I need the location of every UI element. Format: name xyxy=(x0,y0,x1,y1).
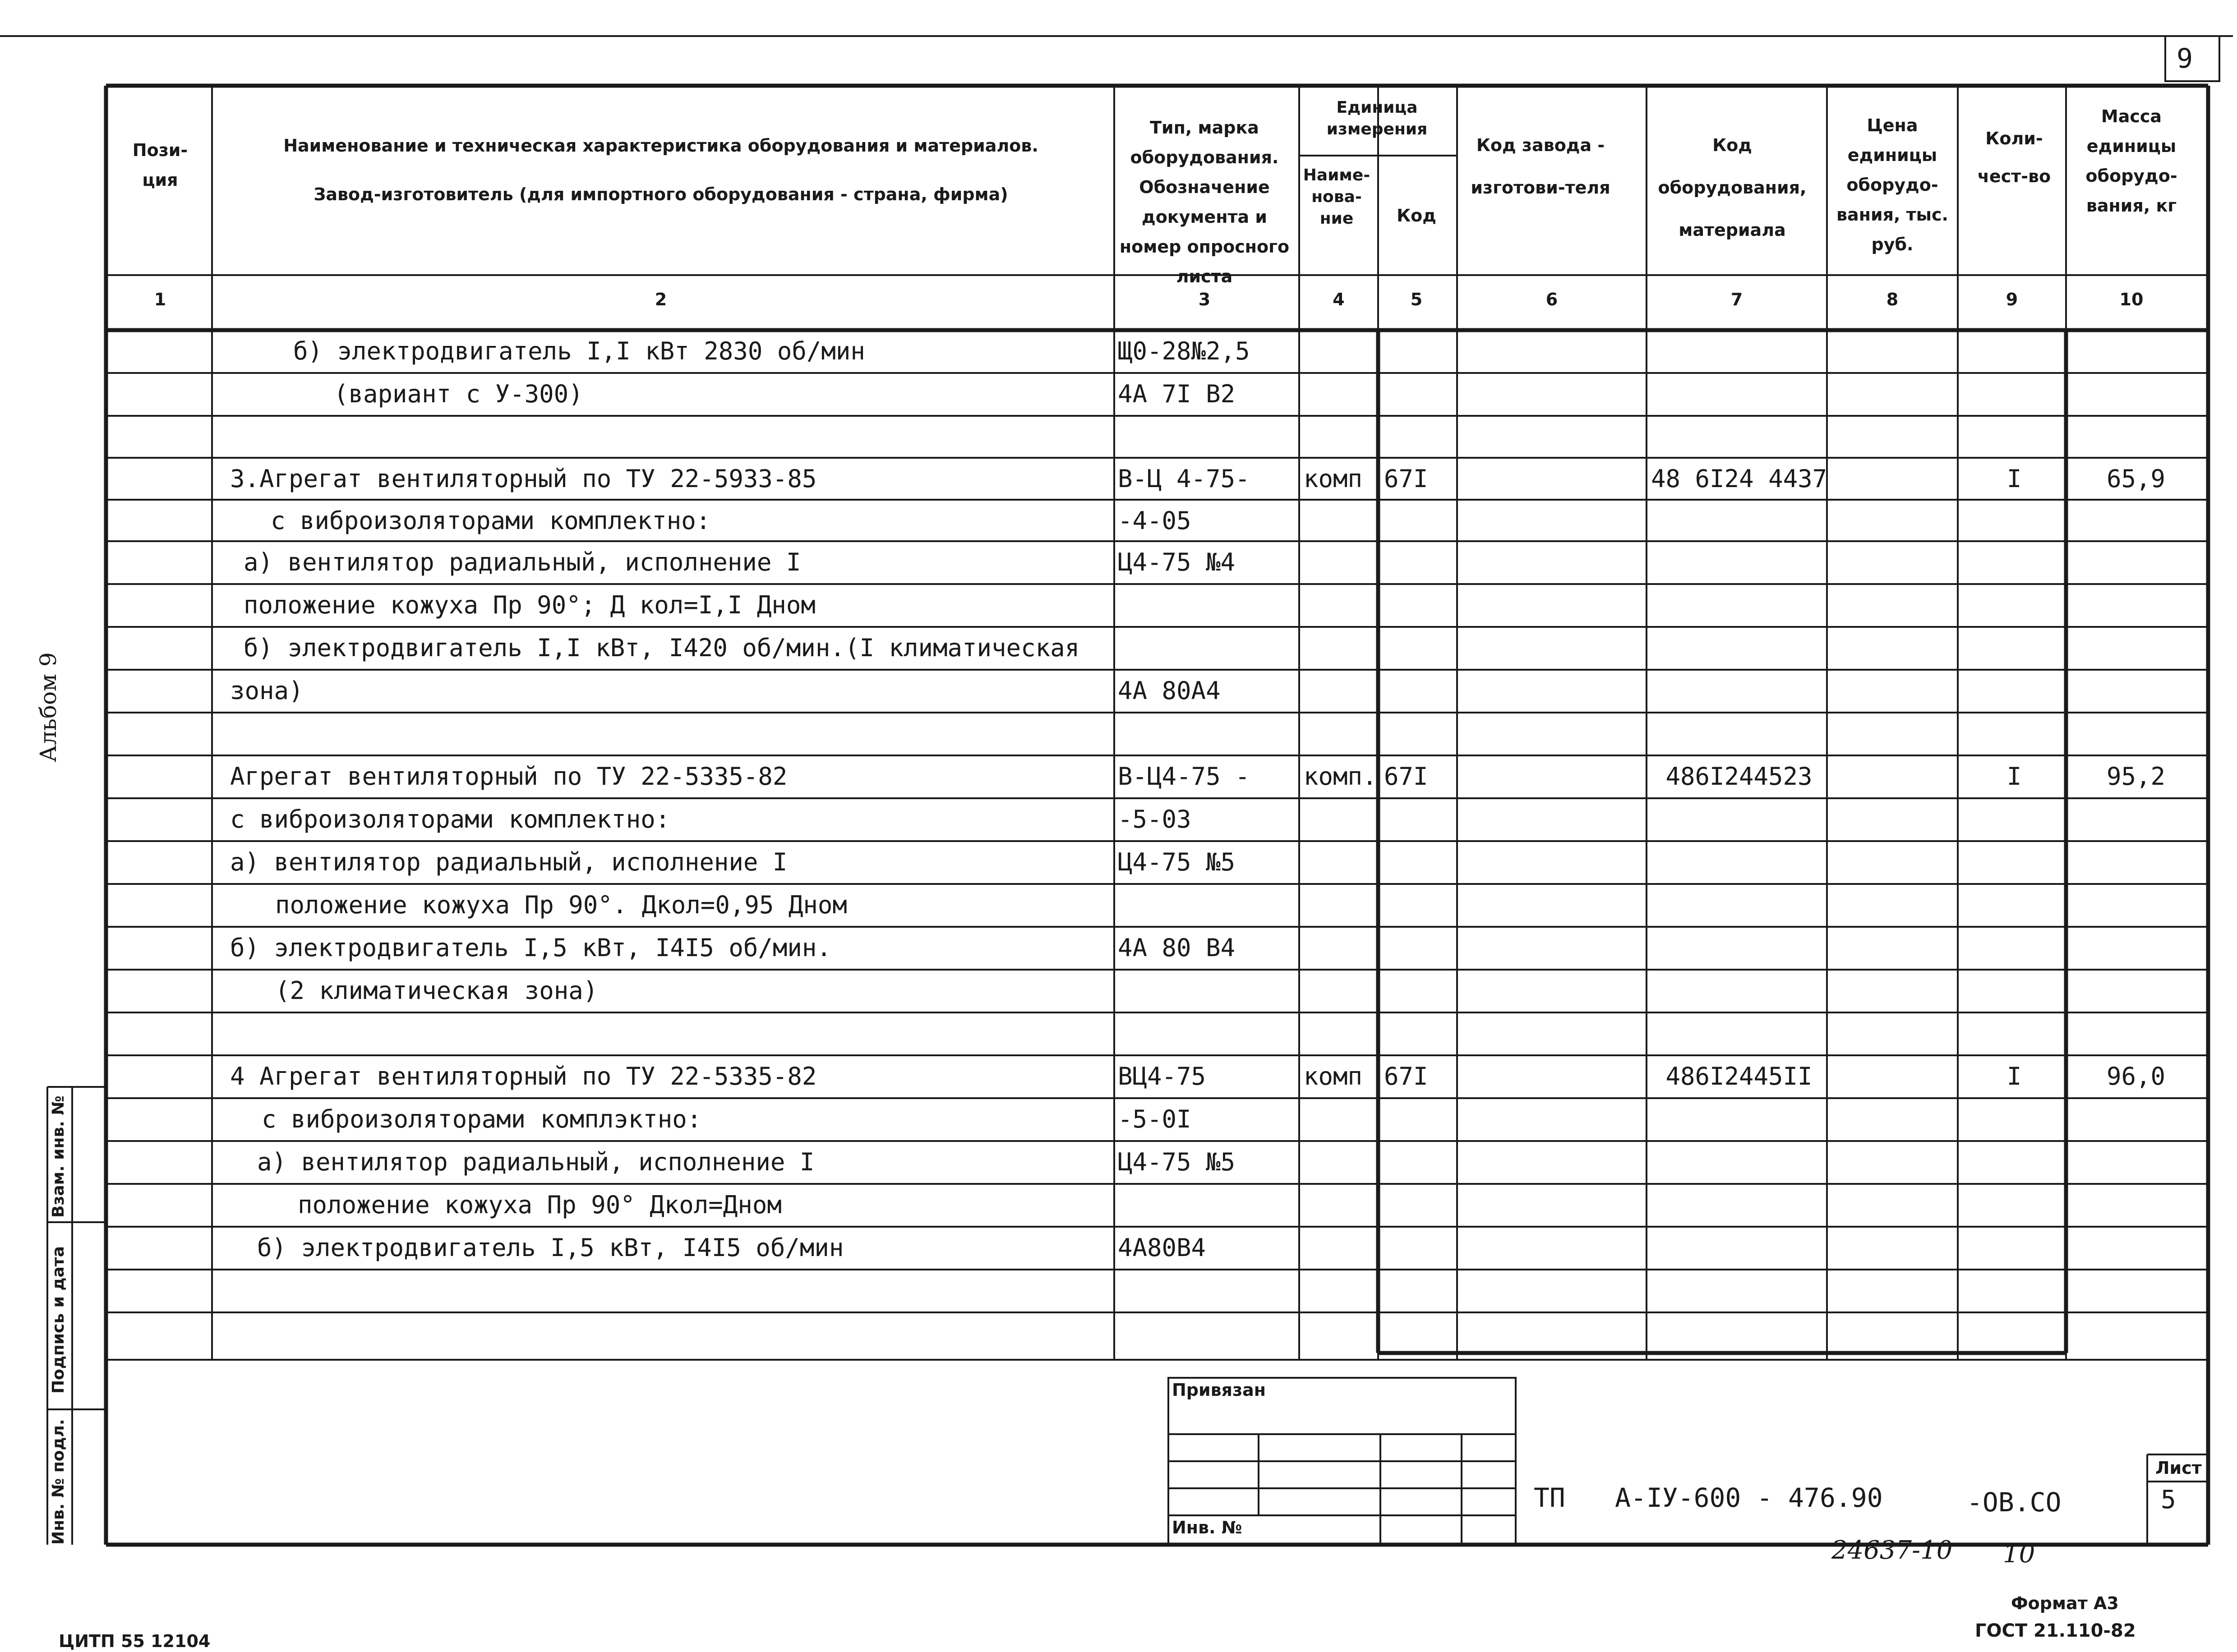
cell-type: Щ0-28№2,5 xyxy=(1118,337,1250,365)
cell-name: с виброизоляторами комплектно: xyxy=(230,805,670,833)
cell-name: 4 Агрегат вентиляторный по ТУ 22-5335-82 xyxy=(230,1062,817,1091)
header-col2-line1: Наименование и техническая характеристика оборудования и материалов. xyxy=(283,136,1038,156)
cell-mass: 65,9 xyxy=(2106,465,2166,493)
title-inv-no: Инв. № xyxy=(1172,1518,1242,1537)
cell-unit: комп xyxy=(1304,465,1363,493)
header-col6: Код завода - изготови-теля xyxy=(1471,135,1610,198)
col-number-5: 5 xyxy=(1410,290,1423,309)
cell-type: В-Ц4-75 - xyxy=(1118,762,1250,791)
cell-mass: 96,0 xyxy=(2106,1062,2166,1091)
cell-type: -5-03 xyxy=(1118,805,1191,833)
header-col2-line2: Завод-изготовитель (для импортного оборудования - страна, фирма) xyxy=(314,184,1008,204)
col-number-4: 4 xyxy=(1333,290,1345,309)
header-col3: Тип, марка оборудования. Обозначение документа и номер опросного листа xyxy=(1119,118,1290,286)
cell-type: Ц4-75 №5 xyxy=(1118,1148,1236,1176)
cell-equip-code: 48 6I24 4437 xyxy=(1651,465,1827,493)
header-col9: Коли-чест-во xyxy=(1977,129,2051,186)
cell-type: 4А 80А4 xyxy=(1118,676,1221,705)
cell-name: 3.Агрегат вентиляторный по ТУ 22-5933-85 xyxy=(230,465,817,493)
cell-name: положение кожуха Пр 90°. Дкол=0,95 Дном xyxy=(275,891,847,919)
citp-label: ЦИТП 55 12104 xyxy=(59,1631,211,1651)
handwritten-suffix: 10 xyxy=(2003,1539,2035,1569)
cell-name: зона) xyxy=(230,676,304,705)
cell-type: В-Ц 4-75- xyxy=(1118,465,1250,493)
col-number-6: 6 xyxy=(1545,290,1558,309)
cell-type: 4А 80 В4 xyxy=(1118,934,1236,962)
cell-equip-code: 486I244523 xyxy=(1665,762,1813,791)
col-number-1: 1 xyxy=(154,290,166,309)
doc-suffix: -ОВ.СО xyxy=(1967,1487,2062,1518)
cell-qty: I xyxy=(2006,465,2022,493)
cell-name: а) вентилятор радиальный, исполнение I xyxy=(257,1148,815,1176)
cell-code: 67I xyxy=(1384,762,1428,791)
cell-name: (2 климатическая зона) xyxy=(275,976,598,1005)
cell-mass: 95,2 xyxy=(2106,762,2166,791)
handwritten-number: 24637-10 xyxy=(1831,1536,1953,1565)
cell-qty: I xyxy=(2006,1062,2022,1091)
cell-unit: комп xyxy=(1304,1062,1363,1091)
cell-qty: I xyxy=(2006,762,2022,791)
title-privyazan: Привязан xyxy=(1172,1380,1266,1400)
sheet-number-top: 9 xyxy=(2177,43,2193,74)
col-number-3: 3 xyxy=(1198,290,1211,309)
stamp-vzam-inv: Взам. инв. № xyxy=(49,1095,68,1218)
cell-type: 4А80В4 xyxy=(1118,1233,1206,1262)
cell-code: 67I xyxy=(1384,465,1428,493)
header-col10: Масса единицы оборудо-вания, кг xyxy=(2085,106,2177,216)
cell-name: б) электродвигатель I,5 кВт, I4I5 об/мин xyxy=(257,1233,844,1262)
cell-name: б) электродвигатель I,I кВт 2830 об/мин xyxy=(293,337,865,365)
col-number-10: 10 xyxy=(2119,290,2144,309)
stamp-podpis-data: Подпись и дата xyxy=(49,1246,68,1394)
cell-type: 4А 7I В2 xyxy=(1118,380,1236,408)
col-number-2: 2 xyxy=(655,290,667,309)
cell-name: б) электродвигатель I,5 кВт, I4I5 об/мин. xyxy=(230,934,831,962)
col-number-8: 8 xyxy=(1886,290,1899,309)
cell-name: положение кожуха Пр 90° Дкол=Дном xyxy=(298,1191,782,1219)
header-col5: Код xyxy=(1397,206,1436,225)
cell-equip-code: 486I2445II xyxy=(1665,1062,1813,1091)
header-col8: Цена единицы оборудо-вания, тыс. руб. xyxy=(1836,115,1948,254)
list-label: Лист xyxy=(2155,1458,2202,1478)
gost-label: ГОСТ 21.110-82 xyxy=(1975,1620,2136,1641)
cell-type: Ц4-75 №5 xyxy=(1118,848,1236,876)
cell-name: б) электродвигатель I,I кВт, I420 об/мин.(I климатическая xyxy=(244,634,1080,662)
col-number-9: 9 xyxy=(2006,290,2018,309)
cell-name: с виброизоляторами комплэктно: xyxy=(262,1105,702,1133)
cell-type: ВЦ4-75 xyxy=(1118,1062,1206,1091)
cell-name: (вариант с У-300) xyxy=(334,380,583,408)
col-number-7: 7 xyxy=(1730,290,1743,309)
header-units: Единица измерения xyxy=(1326,98,1428,138)
cell-name: а) вентилятор радиальный, исполнение I xyxy=(230,848,788,876)
cell-unit: комп. xyxy=(1304,762,1377,791)
cell-type: -4-05 xyxy=(1118,506,1191,535)
stamp-inv-podl: Инв. № подл. xyxy=(49,1419,68,1545)
cell-name: положение кожуха Пр 90°; Д кол=I,I Дном xyxy=(244,591,816,619)
header-col7: Код оборудования, материала xyxy=(1658,135,1807,240)
cell-type: -5-0I xyxy=(1118,1105,1191,1133)
cell-name: с виброизоляторами комплектно: xyxy=(271,506,711,535)
cell-type: Ц4-75 №4 xyxy=(1118,548,1236,576)
doc-tp: ТП xyxy=(1534,1482,1565,1513)
doc-code: А-IУ-600 - 476.90 xyxy=(1615,1482,1883,1513)
cell-code: 67I xyxy=(1384,1062,1428,1091)
format-label: Формат А3 xyxy=(2011,1593,2119,1613)
cell-name: а) вентилятор радиальный, исполнение I xyxy=(244,548,801,576)
album-label: Альбом 9 xyxy=(35,652,61,762)
cell-name: Агрегат вентиляторный по ТУ 22-5335-82 xyxy=(230,762,788,791)
list-number: 5 xyxy=(2161,1485,2176,1514)
header-col1: Пози- ция xyxy=(132,140,188,190)
header-col4: Наиме-нова-ние xyxy=(1303,166,1370,228)
